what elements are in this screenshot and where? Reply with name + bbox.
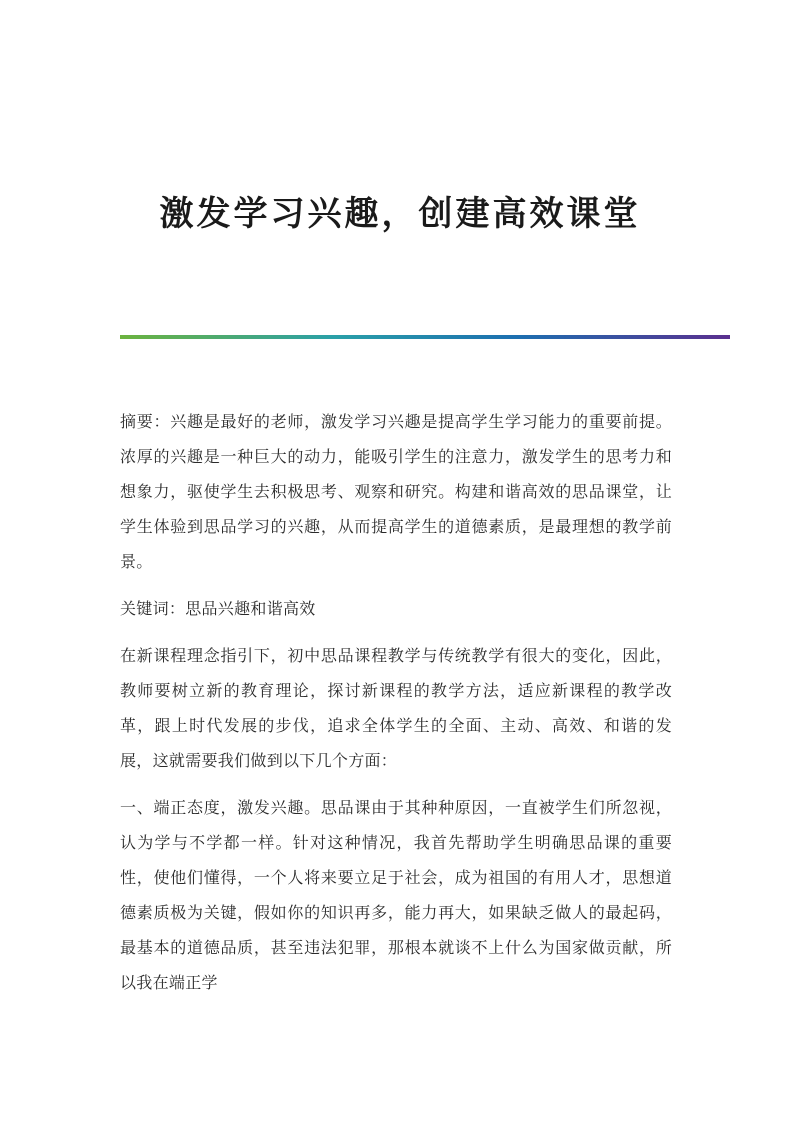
document-title: 激发学习兴趣，创建高效课堂	[159, 194, 641, 234]
intro-paragraph: 在新课程理念指引下，初中思品课程教学与传统教学有很大的变化，因此，教师要树立新的教育理论，探讨新课程的教学方法，适应新课程的教学改革，跟上时代发展的步伐，追求全体学生的全面、主动、高效、和谐的发展，这就需要我们做到以下几个方面：	[120, 646, 672, 770]
abstract-paragraph: 摘要：兴趣是最好的老师，激发学习兴趣是提高学生学习能力的重要前提。浓厚的兴趣是一种巨大的动力，能吸引学生的注意力，激发学生的思考力和想象力，驱使学生去积极思考、观察和研究。构建和谐高效的思品课堂，让学生体验到思品学习的兴趣，从而提高学生的道德素质，是最理想的教学前景。	[120, 412, 672, 571]
title-divider	[120, 335, 730, 339]
document-body	[120, 404, 672, 1012]
keywords-paragraph: 关键词：思品兴趣和谐高效	[120, 599, 316, 618]
section-one-paragraph: 一、端正态度，激发兴趣。思品课由于其种种原因，一直被学生们所忽视，认为学与不学都一样。针对这种情况，我首先帮助学生明确思品课的重要性，使他们懂得，一个人将来要立足于社会，成为祖国的有用人才，思想道德素质极为关键，假如你的知识再多，能力再大，如果缺乏做人的最起码，最基本的道德品质，甚至违法犯罪，那根本就谈不上什么为国家做贡献，所以我在端正学	[120, 798, 672, 992]
